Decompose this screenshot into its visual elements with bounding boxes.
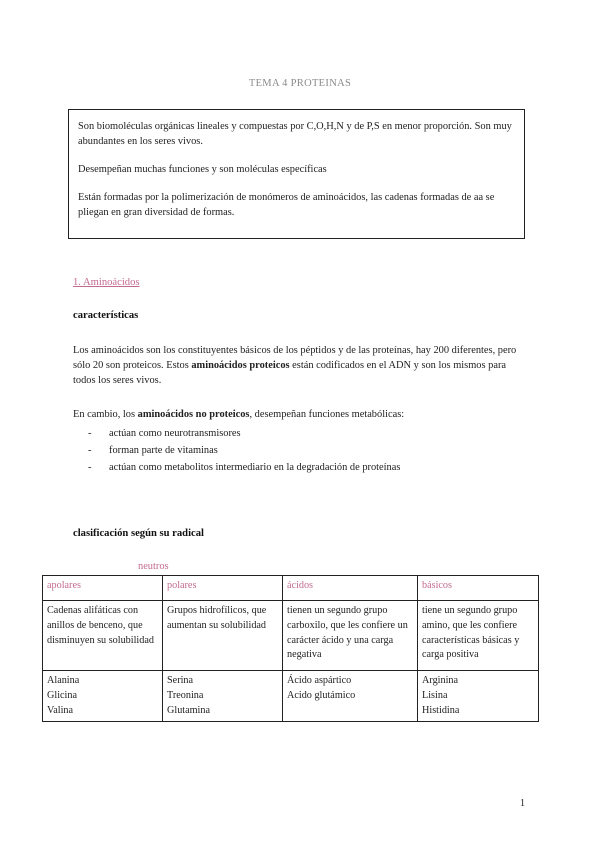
bold-term: aminoácidos no proteicos — [137, 409, 250, 420]
example-item: Serina — [167, 675, 194, 686]
example-item: Ácido aspártico — [287, 675, 352, 686]
examples-cell — [418, 671, 539, 722]
classification-table — [42, 575, 539, 722]
page-number: 1 — [520, 798, 525, 809]
subheading-caracteristicas: características — [73, 310, 139, 321]
list-item-text: forman parte de vitaminas — [109, 445, 218, 456]
text-run: están codificados en el ADN y son los mismos para todos los seres vivos. — [73, 360, 507, 387]
column-header-polares: polares — [163, 576, 283, 601]
examples-cell — [283, 671, 418, 722]
table-row — [43, 671, 539, 722]
examples-cell — [43, 671, 163, 722]
example-item: Valina — [47, 704, 74, 716]
text-run: Los aminoácidos son los constituyentes básicos de los péptidos y de las proteínas, hay 200 diferentes, pero sólo 20 son proteicos. Estos — [73, 345, 517, 372]
bold-term: aminoácidos proteicos — [191, 360, 290, 372]
list-item — [88, 459, 400, 476]
description-cell: tienen un segundo grupo carboxilo, que les confiere un carácter ácido y una carga negativa — [283, 601, 418, 671]
list-item-text: actúan como metabolitos intermediario en la degradación de proteínas — [109, 462, 401, 473]
column-header-acidos: ácidos — [283, 576, 418, 601]
examples-cell — [163, 671, 283, 722]
table-header-row — [43, 576, 539, 601]
example-item: Arginina — [422, 675, 459, 686]
description-cell: tiene un segundo grupo amino, que les confiere características básicas y carga positiva — [418, 601, 539, 671]
dash-marker: - — [88, 462, 92, 473]
example-item: Glutamina — [167, 704, 211, 716]
section-heading-aminoacidos: 1. Aminoácidos — [73, 277, 140, 288]
description-cell: Grupos hidrofílicos, que aumentan su solubilidad — [163, 601, 283, 671]
text-run: En cambio, los — [73, 409, 138, 420]
example-item: Acido glutámico — [287, 689, 356, 701]
table-row — [43, 601, 539, 671]
paragraph-aminoacidos-proteicos — [73, 343, 523, 388]
neutral-group-label: neutros — [138, 561, 169, 572]
list-item — [88, 425, 400, 442]
intro-box — [68, 109, 525, 239]
column-header-basicos: básicos — [418, 576, 539, 601]
intro-paragraph: Desempeñan muchas funciones y son moléculas específicas — [78, 164, 327, 176]
intro-paragraph: Son biomoléculas orgánicas lineales y compuestas por C,O,H,N y de P,S en menor proporción. Son muy abundantes en los seres vivos. — [78, 121, 512, 148]
list-item-text: actúan como neurotransmisores — [109, 428, 241, 439]
description-cell: Cadenas alifáticas con anillos de benceno, que disminuyen su solubilidad — [43, 601, 163, 671]
example-item: Histidina — [422, 704, 460, 716]
example-item: Alanina — [47, 675, 80, 686]
dash-marker: - — [88, 428, 92, 439]
example-item: Lisina — [422, 689, 448, 701]
text-run: , desempeñan funciones metabólicas: — [249, 409, 405, 420]
subheading-clasificacion: clasificación según su radical — [73, 528, 204, 539]
paragraph-aminoacidos-no-proteicos — [73, 407, 523, 422]
example-item: Treonina — [167, 689, 204, 701]
page-title: TEMA 4 PROTEINAS — [248, 78, 352, 89]
list-item — [88, 442, 400, 459]
intro-paragraph: Están formadas por la polimerización de monómeros de aminoácidos, las cadenas formadas de aa se pliegan en gran diversidad de formas. — [78, 192, 495, 219]
dash-marker: - — [88, 445, 92, 456]
function-list — [88, 425, 400, 476]
column-header-apolares: apolares — [43, 576, 163, 601]
example-item: Glicina — [47, 689, 77, 701]
